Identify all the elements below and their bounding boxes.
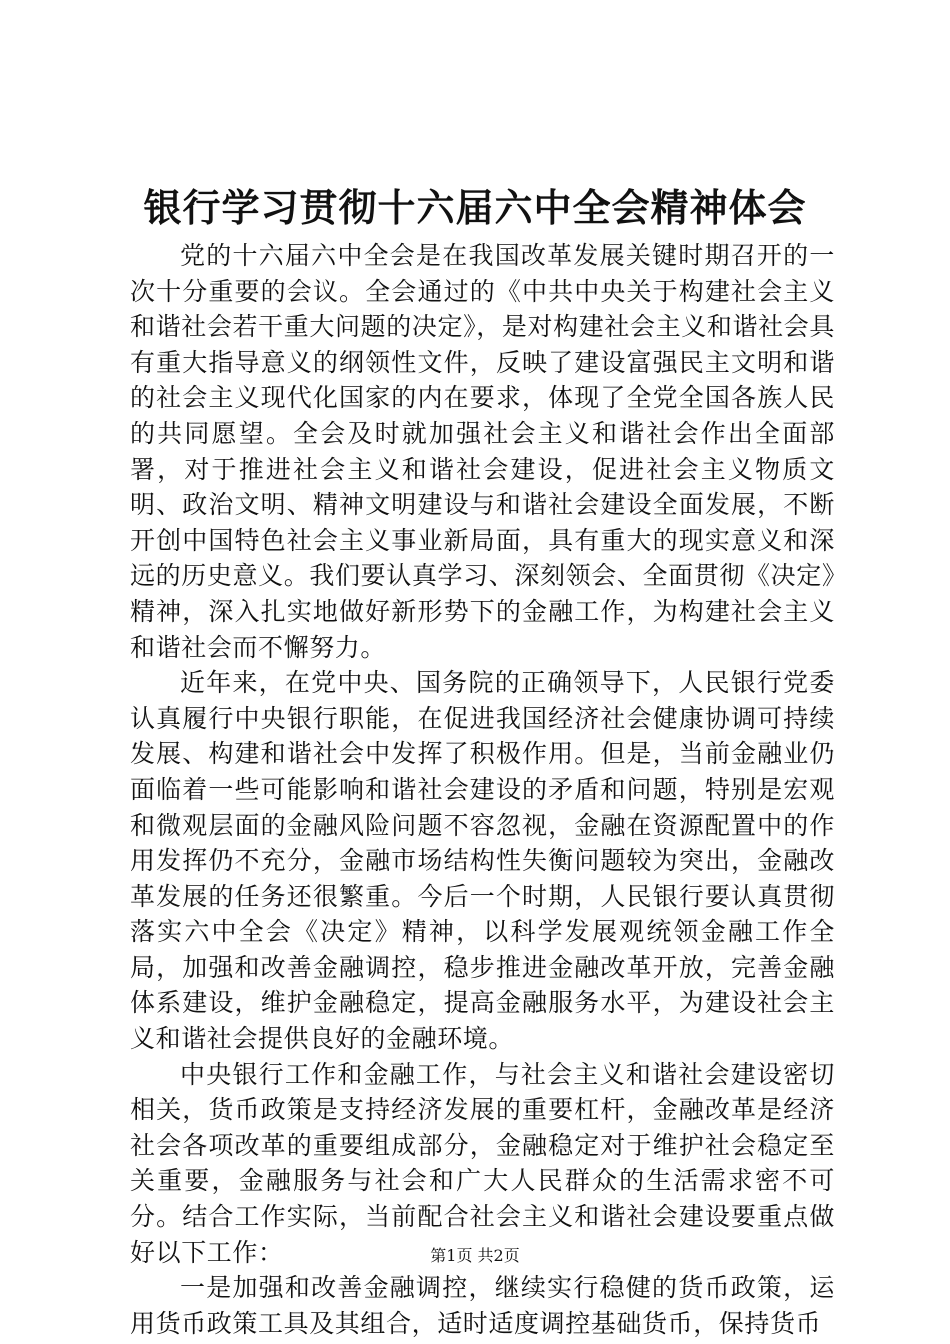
paragraph-4: 一是加强和改善金融调控，继续实行稳健的货币政策，运用货币政策工具及其组合，适时适度调控基础货币，保持货币	[130, 1273, 835, 1338]
paragraph-3: 中央银行工作和金融工作，与社会主义和谐社会建设密切相关，货币政策是支持经济发展的重要杠杆，金融改革是经济社会各项改革的重要组成部分，金融稳定对于维护社会稳定至关重要，金融服务与社会和广大人民群众的生活需求密不可分。结合工作实际，当前配合社会主义和谐社会建设要重点做好以下工作：	[130, 1059, 835, 1267]
document-body	[130, 238, 835, 1341]
page-number-footer: 第1页 共2页	[430, 1246, 520, 1265]
paragraph-2: 近年来，在党中央、国务院的正确领导下，人民银行党委认真履行中央银行职能，在促进我国经济社会健康协调可持续发展、构建和谐社会中发挥了积极作用。但是，当前金融业仍面临着一些可能影响和谐社会建设的矛盾和问题，特别是宏观和微观层面的金融风险问题不容忽视，金融在资源配置中的作用发挥仍不充分，金融市场结构性失衡问题较为突出，金融改革发展的任务还很繁重。今后一个时期，人民银行要认真贯彻落实六中全会《决定》精神，以科学发展观统领金融工作全局，加强和改善金融调控，稳步推进金融改革开放，完善金融体系建设，维护金融稳定，提高金融服务水平，为建设社会主义和谐社会提供良好的金融环境。	[130, 668, 835, 1054]
document-title: 银行学习贯彻十六届六中全会精神体会	[143, 185, 807, 230]
paragraph-1: 党的十六届六中全会是在我国改革发展关键时期召开的一次十分重要的会议。全会通过的《中共中央关于构建社会主义和谐社会若干重大问题的决定》，是对构建社会主义和谐社会具有重大指导意义的纲领性文件，反映了建设富强民主文明和谐的社会主义现代化国家的内在要求，体现了全党全国各族人民的共同愿望。全会及时就加强社会主义和谐社会作出全面部署，对于推进社会主义和谐社会建设，促进社会主义物质文明、政治文明、精神文明建设与和谐社会建设全面发展，不断开创中国特色社会主义事业新局面，具有重大的现实意义和深远的历史意义。我们要认真学习、深刻领会、全面贯彻《决定》精神，深入扎实地做好新形势下的金融工作，为构建社会主义和谐社会而不懈努力。	[130, 241, 835, 662]
